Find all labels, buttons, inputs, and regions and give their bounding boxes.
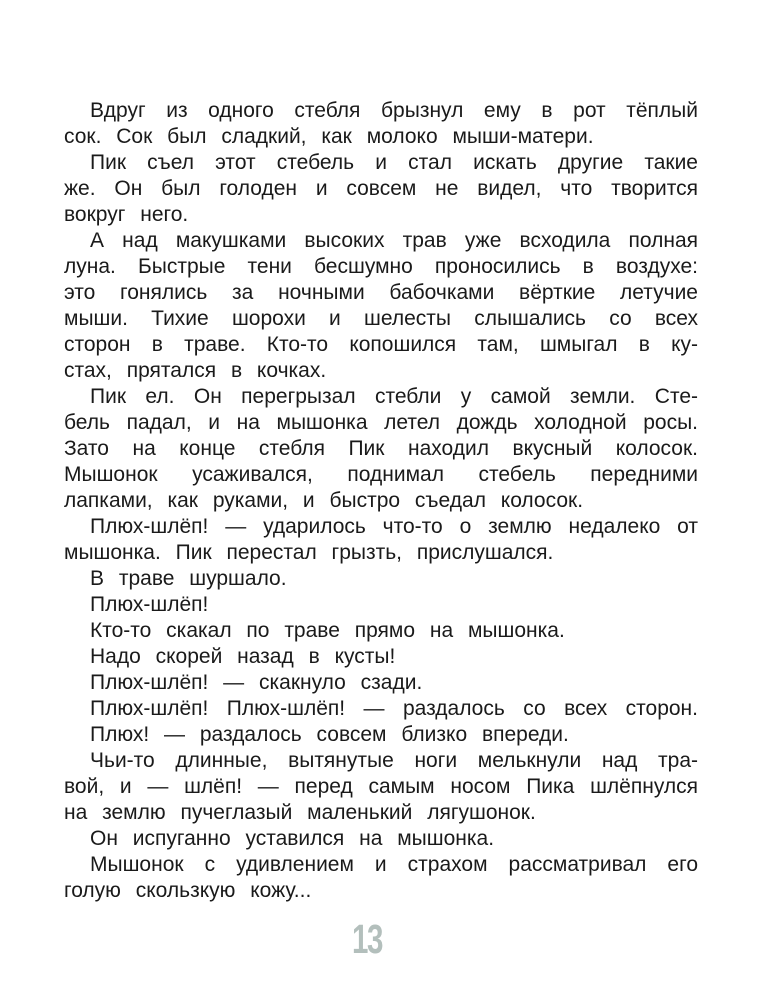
text-line-11: стах, прятался в кочках. [64,359,327,382]
text-line-2: сок. Сок был сладкий, как молоко мыши-матери. [64,125,594,148]
text-line-26: Чьи-то длинные, вытянутые ноги мелькнули над тра- [90,749,698,772]
text-line-27: вой, и — шлёп! — перед самым носом Пика шлёпнулся [64,775,698,798]
text-line-4: же. Он был голоден и совсем не видел, что творится [64,177,698,200]
text-line-22: Надо скорей назад в кусты! [90,645,396,668]
text-line-15: Мышонок усаживался, поднимал стебель передними [64,463,698,486]
text-line-31: голую скользкую кожу... [64,879,312,902]
text-line-12: Пик ел. Он перегрызал стебли у самой земли. Сте- [90,385,698,408]
text-line-8: это гонялись за ночными бабочками вёрткие летучие [64,281,698,304]
text-line-29: Он испуганно уставился на мышонка. [90,827,495,850]
text-line-1: Вдруг из одного стебля брызнул ему в рот тёплый [90,99,698,122]
text-line-30: Мышонок с удивлением и страхом рассматривал его [90,853,698,876]
story-text-block [64,98,698,904]
text-line-5: вокруг него. [64,203,189,226]
text-line-10: сторон в траве. Кто-то копошился там, шмыгал в ку- [64,333,698,356]
text-line-3: Пик съел этот стебель и стал искать другие такие [90,151,698,174]
text-line-9: мыши. Тихие шорохи и шелесты слышались со всех [64,307,698,330]
text-line-21: Кто-то скакал по траве прямо на мышонка. [90,619,565,642]
text-line-6: А над макушками высоких трав уже всходила полная [90,229,698,252]
text-line-13: бель падал, и на мышонка летел дождь холодной росы. [64,411,698,434]
text-line-7: луна. Быстрые тени бесшумно проносились в воздухе: [64,255,698,278]
text-line-23: Плюх-шлёп! — скакнуло сзади. [90,671,423,694]
text-line-24: Плюх-шлёп! Плюх-шлёп! — раздалось со всех сторон. [90,697,698,720]
text-line-18: мышонка. Пик перестал грызть, прислушался. [64,541,554,564]
text-line-25: Плюх! — раздалось совсем близко впереди. [90,723,569,746]
text-line-28: на землю пучеглазый маленький лягушонок. [64,801,536,824]
text-line-14: Зато на конце стебля Пик находил вкусный колосок. [64,437,698,460]
text-line-19: В траве шуршало. [90,567,287,590]
text-line-17: Плюх-шлёп! — ударилось что-то о землю недалеко от [90,515,698,538]
page-number: 13 [352,916,382,962]
text-line-16: лапками, как руками, и быстро съедал колосок. [64,489,584,512]
text-line-20: Плюх-шлёп! [90,593,209,616]
